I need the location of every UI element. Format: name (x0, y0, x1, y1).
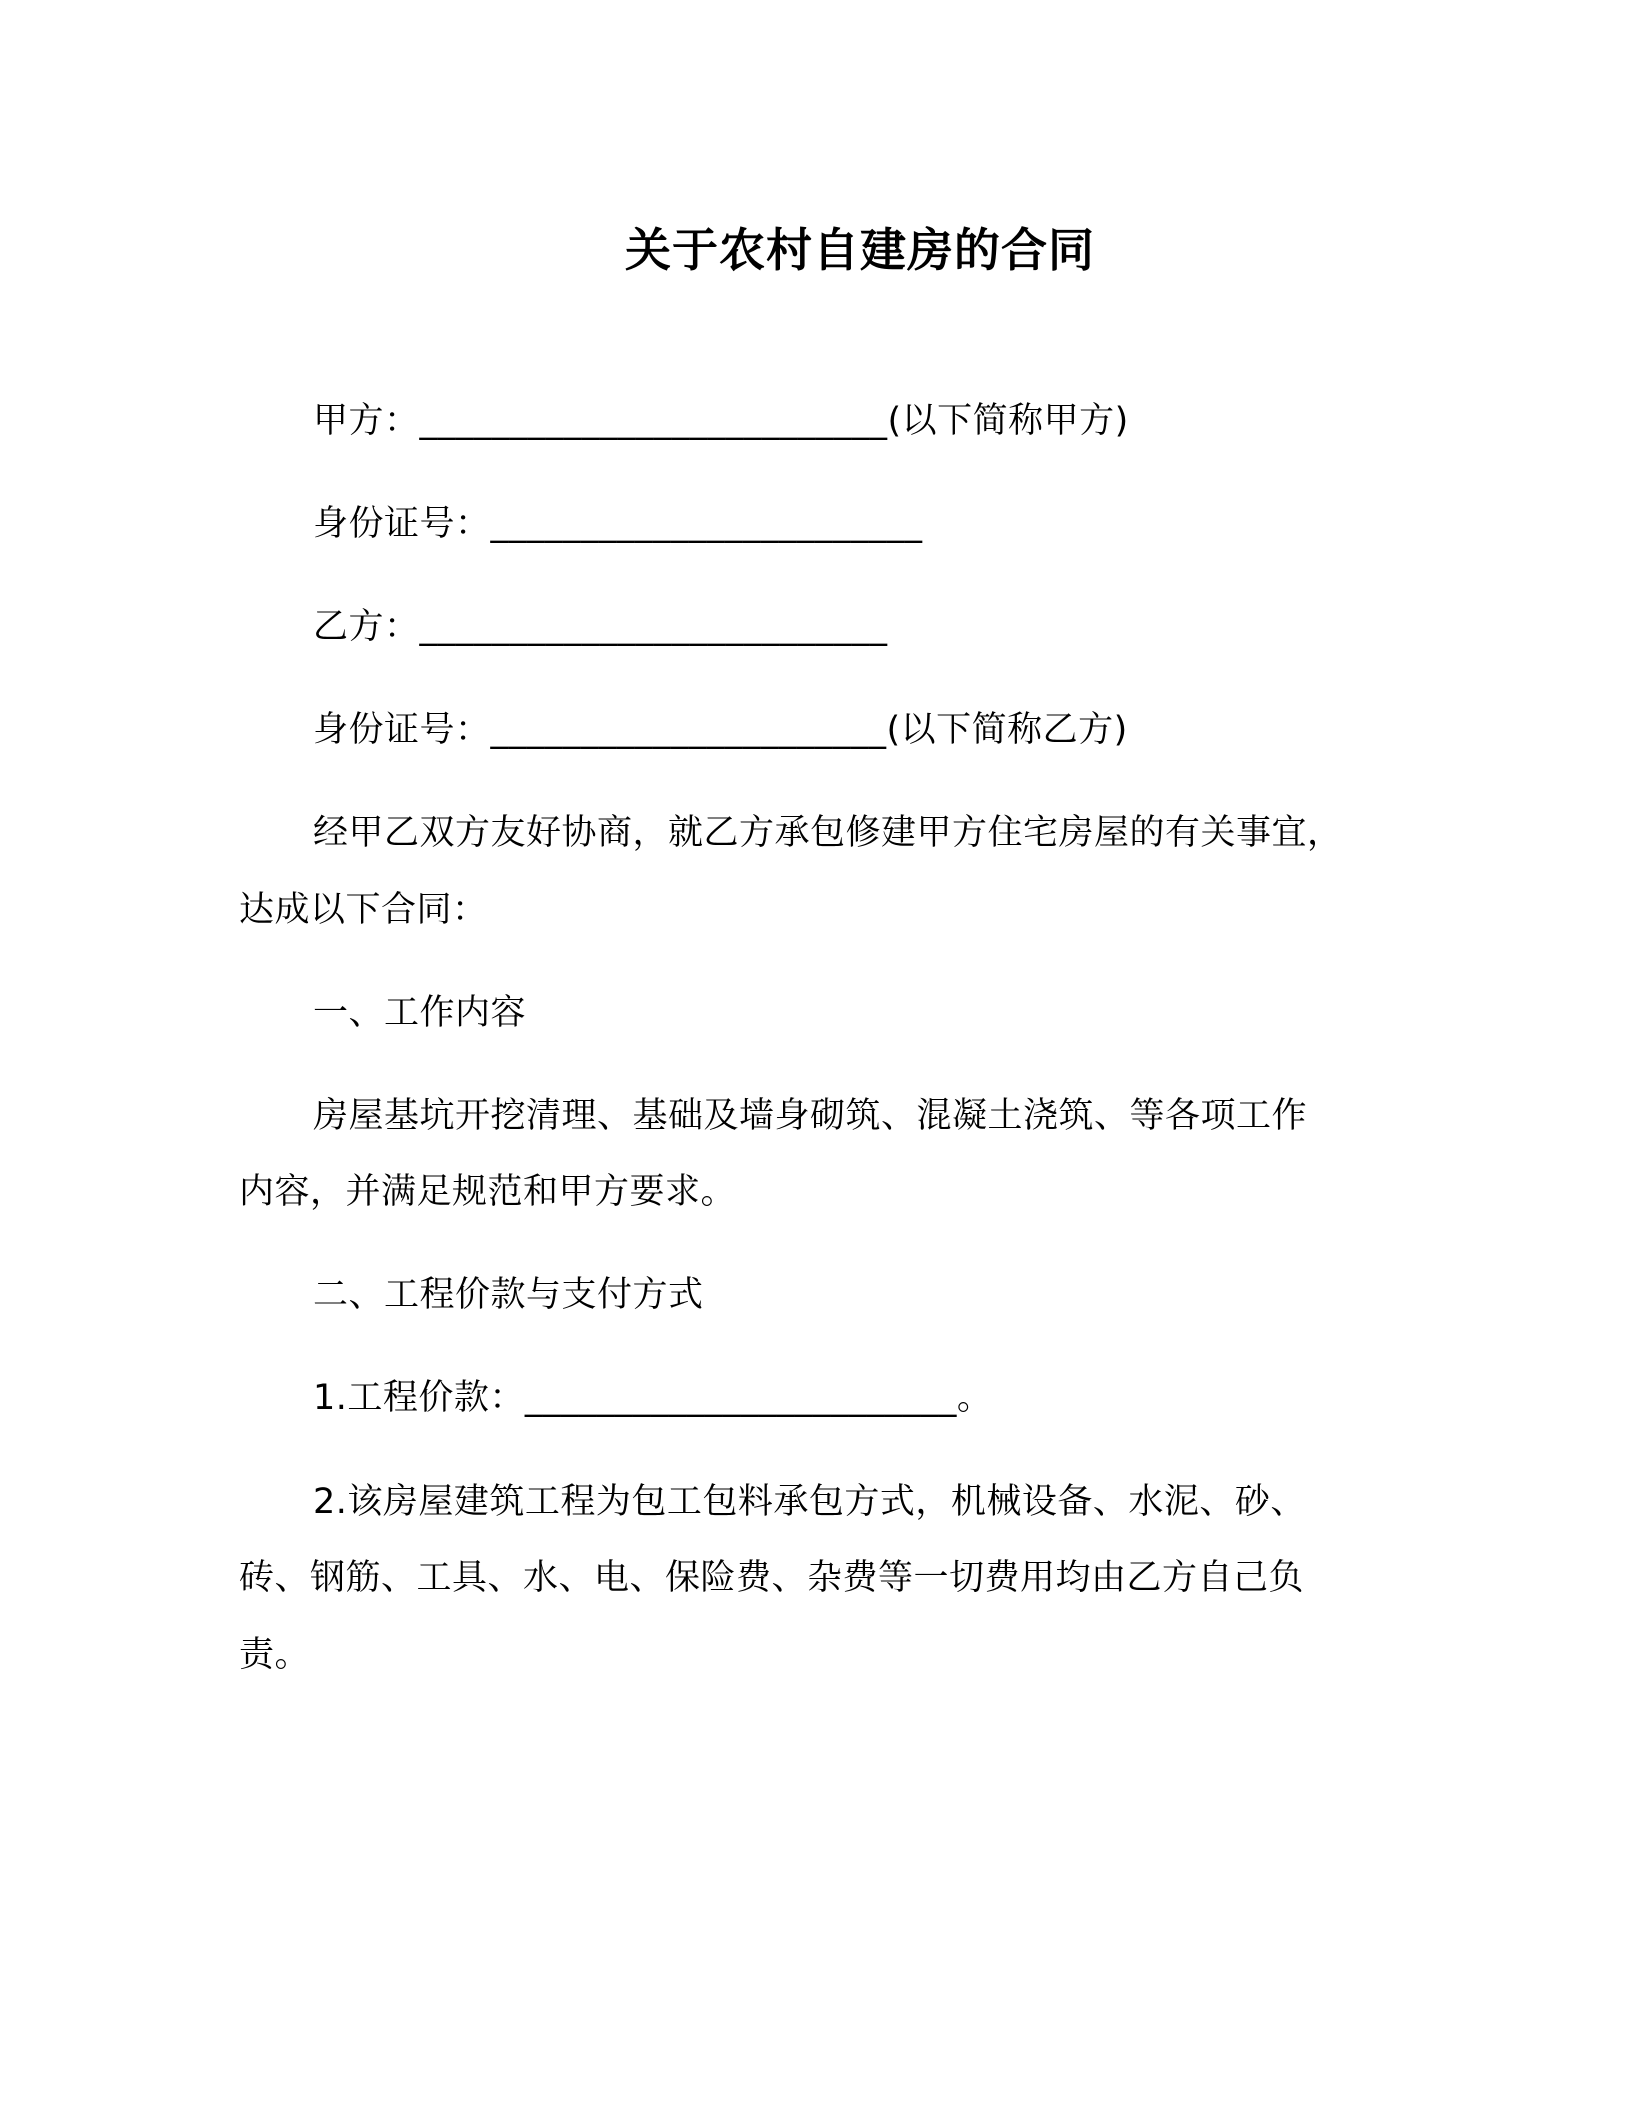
party-a-line: 甲方：__________________________(以下简称甲方) (313, 401, 1129, 441)
party-b-line: 乙方：__________________________ (313, 607, 888, 647)
section-1-line-1: 房屋基坑开挖清理、基础及墙身砌筑、混凝土浇筑、等各项工作 (313, 1096, 1308, 1136)
document-title: 关于农村自建房的合同 (625, 223, 1095, 277)
item-2-line-2: 砖、钢筋、工具、水、电、保险费、杂费等一切费用均由乙方自己负 (239, 1558, 1305, 1598)
item-2-line-3: 责。 (239, 1635, 311, 1675)
item-1-price: 1.工程价款：________________________。 (313, 1378, 993, 1418)
item-2-line-1: 2.该房屋建筑工程为包工包料承包方式，机械设备、水泥、砂、 (313, 1482, 1306, 1522)
section-1-line-2: 内容，并满足规范和甲方要求。 (239, 1172, 737, 1212)
intro-paragraph-line-1: 经甲乙双方友好协商，就乙方承包修建甲方住宅房屋的有关事宜， (313, 813, 1343, 853)
section-1-heading: 一、工作内容 (313, 993, 527, 1033)
party-b-id-line: 身份证号：______________________(以下简称乙方) (313, 710, 1128, 750)
intro-paragraph-line-2: 达成以下合同： (239, 890, 488, 930)
party-a-id-line: 身份证号：________________________ (313, 504, 923, 544)
section-2-heading: 二、工程价款与支付方式 (313, 1275, 704, 1315)
